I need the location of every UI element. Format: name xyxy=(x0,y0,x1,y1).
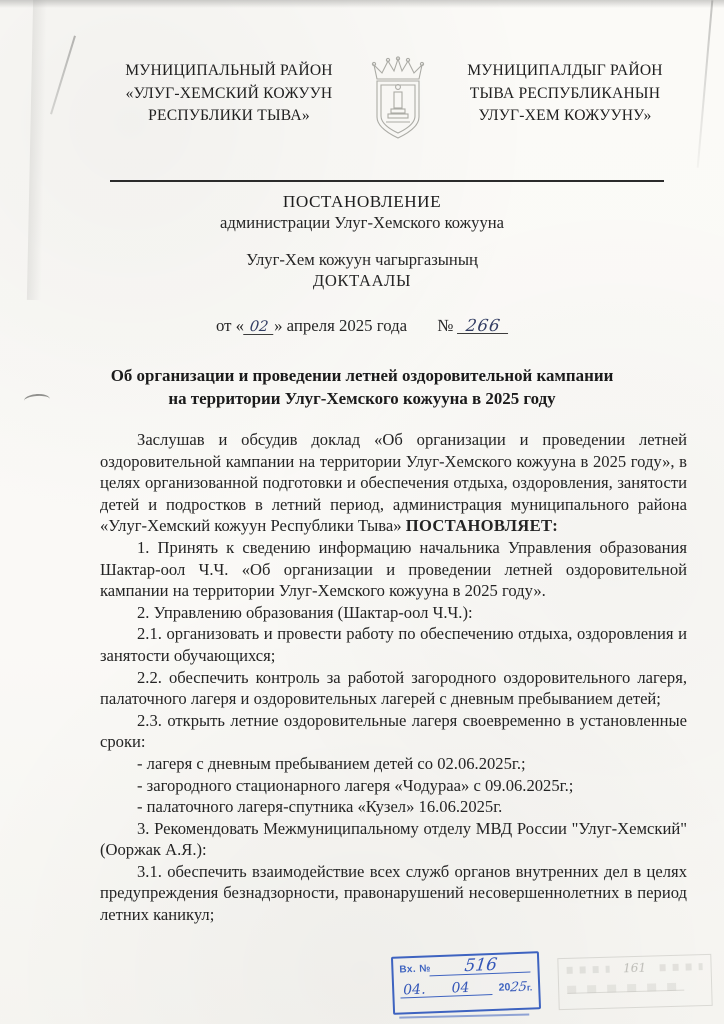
doc-type-tuvan-line1: Улуг-Хем кожуун чагыргазының xyxy=(246,250,478,269)
faint-stamp-row1 xyxy=(566,959,702,977)
body-paragraph: 2.2. обеспечить контроль за работой загородного оздоровительного лагеря, палаточного лагеря и оздоровительных лагерей с дневным пребыванием детей; xyxy=(100,667,687,709)
scan-edge-right xyxy=(697,0,714,168)
resolves-word: ПОСТАНОВЛЯЕТ: xyxy=(405,516,559,536)
org-name-left xyxy=(110,60,348,128)
faint-secondary-stamp xyxy=(557,954,712,1010)
body-paragraph: 3.1. обеспечить взаимодействие всех служб органов внутренних дел в целях предупреждения безнадзорности, правонарушений несовершеннолетних в период летних каникул; xyxy=(100,861,687,925)
body-paragraph: 2. Управлению образования (Шактар-оол Ч.Ч.): xyxy=(137,602,473,622)
doc-number-handwritten: 266 xyxy=(456,319,509,334)
incoming-registration-stamp xyxy=(391,951,541,1015)
org-name-right-line3: УЛУГ-ХЕМ КОЖУУНУ» xyxy=(478,107,652,124)
number-sign: № xyxy=(437,316,454,335)
date-day-handwritten: 02 xyxy=(243,320,275,335)
org-name-right xyxy=(448,60,682,128)
letterhead xyxy=(110,60,682,146)
preamble-text: Заслушав и обсудив доклад «Об организации и проведении летней оздоровительной кампании на территории Улуг-Хемского кожууна в 2025 году», в целях организованной подготовки и обеспечения отдыха, оздоровления, занятости детей и подростков в летний период, администрация муниципального района «Улуг-Хемский кожуун Республики Тыва» xyxy=(100,430,687,536)
scan-edge-top xyxy=(0,0,724,8)
stamp-blank-line xyxy=(478,994,493,996)
date-line xyxy=(0,316,724,336)
body-paragraph: - палаточного лагеря-спутника «Кузел» 16.06.2025г. xyxy=(137,797,503,817)
stamp-blank-line xyxy=(429,996,444,998)
date-prefix: от « xyxy=(215,316,245,335)
org-name-right-line2: ТЫВА РЕСПУБЛИКАНЫН xyxy=(469,84,661,102)
stamp-date-day: 04. xyxy=(400,982,429,998)
stamp-year-suffix: г. xyxy=(526,982,533,993)
doc-type-tuvan-line2: ДОКТААЛЫ xyxy=(312,271,412,290)
doc-type-title: ПОСТАНОВЛЕНИЕ xyxy=(282,192,442,211)
faint-stamp-row2 xyxy=(567,983,684,994)
org-name-left-line1: МУНИЦИПАЛЬНЫЙ РАЙОН xyxy=(125,62,333,79)
preamble-paragraph xyxy=(100,429,687,537)
faint-stamp-number: 161 xyxy=(622,960,647,976)
org-name-right-line1: МУНИЦИПАЛДЫГ РАЙОН xyxy=(467,62,663,79)
date-middle: » апреля 2025 года xyxy=(274,316,408,335)
decree-title xyxy=(0,365,724,410)
body-paragraph: - лагеря с дневным пребыванием детей со 02.06.2025г.; xyxy=(137,753,526,773)
body-paragraph: 2.1. организовать и провести работу по обеспечению отдыха, оздоровления и занятости обучающихся; xyxy=(100,624,687,665)
header-rule xyxy=(110,180,664,182)
stamp-number-row xyxy=(399,956,532,977)
body-paragraph: 3. Рекомендовать Межмуниципальному отделу МВД России "Улуг-Хемский" (Ооржак А.Я.): xyxy=(100,818,687,860)
faint-stamp-smudge xyxy=(567,966,610,974)
stamp-date-month: 04 xyxy=(443,981,477,997)
decree-title-line1: Об организации и проведении летней оздоровительной кампании xyxy=(110,366,614,385)
org-name-left-line2: «УЛУГ-ХЕМСКИЙ КОЖУУН xyxy=(125,84,333,102)
stamp-date-row xyxy=(400,978,532,998)
stamp-number-handwritten: 516 xyxy=(430,956,532,976)
body-paragraph: 1. Принять к сведению информацию начальника Управления образования Шактар-оол Ч.Ч. «Об организации и проведении летней оздоровительной кампании на территории Улуг-Хемского кожууна в 2025 году». xyxy=(100,537,687,601)
decree-body xyxy=(100,429,687,926)
decree-title-line2: на территории Улуг-Хемского кожууна в 2025 году xyxy=(168,388,556,408)
corner-fold-mark xyxy=(50,35,76,114)
faint-stamp-smudge xyxy=(660,963,703,971)
stamp-incoming-label: Вх. № xyxy=(399,963,432,976)
stamp-year-printed: 20 xyxy=(498,981,511,994)
doc-type-subtitle: администрации Улуг-Хемского кожууна xyxy=(220,213,504,232)
coat-of-arms-icon xyxy=(350,56,446,146)
stamp-year-handwritten: 25 xyxy=(509,979,528,996)
body-paragraph: 2.3. открыть летние оздоровительные лагеря своевременно в установленные сроки: xyxy=(100,710,687,752)
org-name-left-line3: РЕСПУБЛИКИ ТЫВА» xyxy=(148,107,310,124)
body-paragraph: - загородного стационарного лагеря «Чодураа» с 09.06.2025г.; xyxy=(137,775,574,795)
